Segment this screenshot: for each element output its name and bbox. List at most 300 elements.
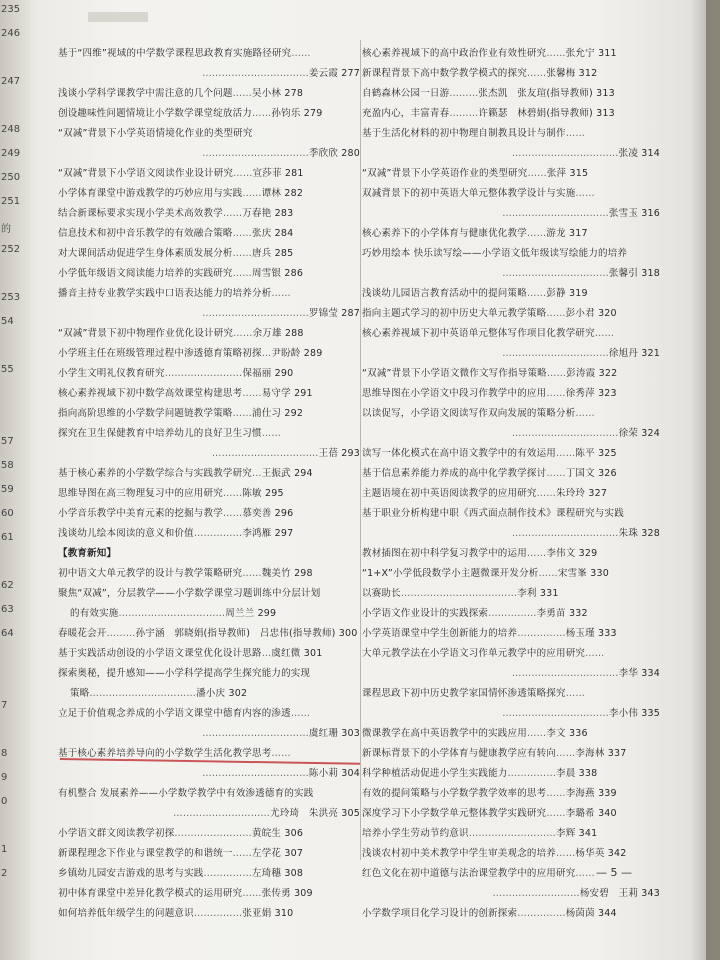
- entry-title: 巧妙用绘本 快乐读写绘——小学语文低年级读写绘能力的培养: [362, 248, 628, 259]
- entry-author: 张雪玉: [608, 208, 639, 219]
- entry-title: 小学语文群文阅读教学初探: [58, 828, 175, 839]
- entry-page: 323: [598, 388, 617, 399]
- entry-title: “1+X”小学低段数学小主题微课开发分析: [362, 568, 539, 579]
- section-heading: [58, 544, 360, 564]
- toc-entry: [362, 584, 660, 604]
- entry-title: 策略: [70, 688, 90, 699]
- entry-page: 314: [641, 148, 660, 159]
- toc-entry: [362, 664, 660, 684]
- dot-leader: ……………: [517, 908, 566, 919]
- entry-title: 基于核心素养培养导向的小学数学生活化教学思考: [58, 748, 272, 759]
- entry-author: 杨茵茵: [565, 908, 595, 919]
- dot-leader: ……………: [488, 608, 537, 619]
- dot-leader: ……: [222, 488, 243, 499]
- entry-author: 张允宁: [565, 48, 595, 59]
- entry-author: 张传勇: [261, 888, 291, 899]
- toc-entry: [362, 64, 660, 84]
- entry-title: 创设趣味性问题情境让小学数学课堂绽放活力: [58, 108, 253, 119]
- entry-page: 280: [341, 148, 360, 159]
- toc-entry: [58, 264, 360, 284]
- entry-title: 指向主题式学习的初中历史大单元教学策略: [362, 308, 547, 319]
- dot-leader: ……………………………: [511, 148, 619, 159]
- entry-title: “双减”背景下小学英语作业的类型研究: [362, 168, 528, 179]
- gutter-number: 61: [1, 532, 14, 543]
- entry-page: 301: [303, 648, 323, 659]
- entry-author: 孙宇涵 郭晓娟(指导教师) 吕忠伟(指导教师): [135, 628, 336, 639]
- gutter-number: 248: [1, 124, 21, 135]
- toc-entry: [58, 244, 360, 264]
- toc-entry: [362, 84, 660, 104]
- toc-entry: [362, 744, 660, 764]
- entry-author: 彭涛霞: [566, 368, 596, 379]
- entry-title: 对大课间活动促进学生身体素质发展分析: [58, 248, 233, 259]
- entry-title: 乡镇幼儿园安吉游戏的思考与实践: [58, 868, 204, 879]
- dot-leader: ……: [222, 508, 243, 519]
- entry-title: 小学音乐教学中美育元素的挖掘与教学: [58, 508, 223, 519]
- toc-entry: [362, 124, 660, 144]
- entry-page: 282: [284, 188, 304, 199]
- toc-entry: [362, 144, 660, 164]
- entry-title: 大单元教学法在小学语文习作单元教学中的应用研究: [362, 648, 586, 659]
- entry-page: 291: [294, 388, 313, 399]
- entry-page: 326: [598, 468, 617, 479]
- entry-title: 小学数学项目化学习设计的创新探索: [362, 908, 518, 919]
- dot-leader: ……: [526, 728, 547, 739]
- entry-title: 浅谈幼儿绘本阅读的意义和价值: [58, 528, 194, 539]
- gutter-number: 1: [1, 844, 8, 855]
- entry-author: 孙钧乐: [271, 108, 301, 119]
- toc-entry: [362, 444, 660, 464]
- entry-title: 培养小学生劳动节约意识: [362, 828, 469, 839]
- dot-leader: ………: [449, 108, 479, 119]
- entry-page: 279: [303, 108, 323, 119]
- dot-leader: ……: [538, 568, 558, 579]
- dot-leader: ……………………………: [202, 768, 309, 779]
- entry-author: 杨玉瑾: [565, 628, 595, 639]
- entry-author: 徐旭丹: [608, 348, 639, 359]
- entry-author: 徐荣: [618, 428, 639, 439]
- entry-author: 易守学: [261, 388, 291, 399]
- dot-leader: ……: [222, 208, 243, 219]
- entry-title: 小学语文作业设计的实践探索: [362, 608, 489, 619]
- dot-leader: ……: [271, 288, 291, 299]
- toc-entry: [362, 44, 660, 64]
- entry-author: 宋雪峯: [557, 568, 587, 579]
- entry-author: 吴小林: [252, 88, 282, 99]
- entry-author: 宣莎菲: [252, 168, 282, 179]
- toc-entry: [58, 324, 360, 344]
- toc-entry: [58, 864, 360, 884]
- entry-page: 299: [257, 608, 277, 619]
- dot-leader: ……: [526, 68, 547, 79]
- entry-title: 主题语境在初中英语阅读教学的应用研究: [362, 488, 537, 499]
- entry-page: 317: [568, 228, 588, 239]
- entry-page: 318: [641, 268, 660, 279]
- entry-page: 313: [596, 88, 615, 99]
- dot-leader: ……: [565, 128, 586, 139]
- toc-entry: [58, 384, 360, 404]
- toc-entry: [58, 444, 360, 464]
- toc-entry: [58, 344, 360, 364]
- dot-leader: ……: [242, 188, 262, 199]
- entry-page: 293: [341, 448, 360, 459]
- toc-entry: [58, 204, 360, 224]
- entry-author: 游龙: [546, 228, 566, 239]
- entry-author: 周兰兰: [225, 608, 255, 619]
- gutter-number: 235: [1, 4, 21, 15]
- entry-author: 周雪银: [252, 268, 282, 279]
- entry-page: 339: [598, 788, 617, 799]
- entry-title: “双减”背景下小学语文微作文写作指导策略: [362, 368, 547, 379]
- page-number: — 5 —: [596, 866, 632, 879]
- entry-author: 李华: [618, 668, 639, 679]
- dot-leader: ……: [565, 688, 586, 699]
- dot-leader: …………………………: [173, 808, 271, 819]
- entry-author: 慕奕善: [242, 508, 272, 519]
- entry-title: 的有效实施: [70, 608, 119, 619]
- toc-entry: [58, 364, 360, 384]
- entry-author: 李海燕: [565, 788, 595, 799]
- toc-entry: [362, 204, 660, 224]
- dot-leader: ………………………: [492, 888, 580, 899]
- toc-entry: [362, 524, 660, 544]
- toc-entry: [362, 884, 660, 904]
- entry-title: 【教育新知】: [58, 548, 117, 559]
- entry-title: 红色文化在初中道德与法治课堂教学中的应用研究: [362, 868, 576, 879]
- dot-leader: ……: [232, 228, 253, 239]
- entry-page: 344: [598, 908, 617, 919]
- entry-author: 唐兵: [252, 248, 272, 259]
- entry-author: 左学花: [252, 848, 282, 859]
- toc-entry: [362, 404, 660, 424]
- entry-title: 春暖花会开: [58, 628, 107, 639]
- toc-entry: [58, 564, 360, 584]
- entry-author: 陈小莉: [308, 768, 339, 779]
- toc-entry: [58, 304, 360, 324]
- dot-leader: ……: [536, 488, 557, 499]
- gutter-number: 249: [1, 148, 21, 159]
- toc-entry: [58, 484, 360, 504]
- dot-leader: ……: [242, 568, 262, 579]
- entry-page: 306: [284, 828, 304, 839]
- entry-author: 魏美竹: [261, 568, 291, 579]
- entry-title: 小学班主任在班级管理过程中渗透德育策略初探: [58, 348, 262, 359]
- entry-title: 基于核心素养的小学数学综合与实践教学研究: [58, 468, 253, 479]
- entry-page: 336: [568, 728, 588, 739]
- entry-author: 黄皖生: [252, 828, 282, 839]
- entry-author: 浦仕习: [252, 408, 282, 419]
- toc-entry: [362, 244, 660, 264]
- entry-title: 思维导图在小学语文中段习作教学中的应用: [362, 388, 547, 399]
- entry-title: 初中语文大单元教学的设计与教学策略研究: [58, 568, 243, 579]
- toc-right-column: [362, 44, 660, 924]
- entry-title: 如何培养低年级学生的问题意识: [58, 908, 194, 919]
- gutter-number: 2: [1, 868, 8, 879]
- toc-entry: [362, 164, 660, 184]
- entry-title: 结合新课标要求实现小学美术高效教学: [58, 208, 223, 219]
- entry-title: 浅谈小学科学课教学中需注意的几个问题: [58, 88, 233, 99]
- dot-leader: ……: [232, 408, 253, 419]
- gutter-number: 57: [1, 436, 14, 447]
- toc-entry: [362, 484, 660, 504]
- header-mark: [88, 12, 148, 22]
- entry-author: 尹盼龄: [271, 348, 301, 359]
- entry-author: 李鸿雁: [242, 528, 272, 539]
- entry-title: 新课程背景下高中数学教学模式的探究: [362, 68, 527, 79]
- toc-entry: [58, 824, 360, 844]
- dot-leader: …: [252, 468, 262, 479]
- gutter-number: 58: [1, 460, 14, 471]
- entry-title: 小学体育课堂中游戏教学的巧妙应用与实践: [58, 188, 243, 199]
- entry-page: 330: [590, 568, 609, 579]
- entry-page: 278: [284, 88, 304, 99]
- dot-leader: ……: [546, 788, 566, 799]
- toc-entry: [362, 364, 660, 384]
- entry-page: 320: [598, 308, 617, 319]
- dot-leader: ……: [242, 388, 262, 399]
- entry-author: 张杰凯 张友瑄(指导教师): [478, 88, 593, 99]
- dot-leader: ……………: [193, 908, 243, 919]
- page-edge-shadow: [690, 0, 706, 960]
- entry-title: “双减”背景下小学英语情境化作业的类型研究: [58, 128, 253, 139]
- gutter-number: 60: [1, 508, 14, 519]
- toc-entry: [362, 424, 660, 444]
- entry-page: 305: [341, 808, 360, 819]
- entry-title: 有机整合 发展素养——小学数学教学中有效渗透德育的实践: [58, 788, 314, 799]
- toc-entry: [58, 804, 360, 824]
- entry-title: 浅谈农村初中美术教学中学生审美观念的培养: [362, 848, 557, 859]
- toc-entry: [58, 584, 360, 604]
- entry-author: 杨安碧 王莉: [579, 888, 639, 899]
- entry-page: 342: [607, 848, 627, 859]
- entry-title: 核心素养下的小学体育与健康优化教学: [362, 228, 527, 239]
- entry-title: 微课教学在高中英语教学中的实践应用: [362, 728, 527, 739]
- entry-title: 自鹤森林公园一日游: [362, 88, 450, 99]
- dot-leader: ……: [527, 168, 547, 179]
- entry-page: 295: [264, 488, 284, 499]
- dot-leader: ………………………………: [400, 588, 518, 599]
- entry-author: 陈平: [575, 448, 595, 459]
- entry-title: 探究在卫生保健教育中培养幼儿的良好卫生习惯: [58, 428, 262, 439]
- gutter-number: 252: [1, 244, 21, 255]
- toc-entry: [58, 44, 360, 64]
- dot-leader: ……………: [517, 628, 566, 639]
- dot-leader: ………………………: [468, 828, 557, 839]
- dot-leader: ……………………………: [502, 348, 609, 359]
- toc-entry: [362, 724, 660, 744]
- toc-entry: [58, 64, 360, 84]
- toc-entry: [362, 184, 660, 204]
- dot-leader: ……: [575, 408, 595, 419]
- toc-entry: [362, 544, 660, 564]
- dot-leader: ………: [106, 628, 136, 639]
- toc-entry: [362, 264, 660, 284]
- toc-entry: [58, 104, 360, 124]
- toc-entry: [362, 224, 660, 244]
- entry-page: 304: [341, 768, 360, 779]
- entry-author: 李勇苗: [536, 608, 566, 619]
- entry-author: 李辉: [556, 828, 576, 839]
- toc-entry: [362, 684, 660, 704]
- entry-author: 虞红微: [271, 648, 301, 659]
- toc-entry: [58, 764, 360, 784]
- entry-author: 王振武: [261, 468, 291, 479]
- toc-entry: [58, 884, 360, 904]
- toc-entry: [362, 104, 660, 124]
- dot-leader: ……: [242, 888, 262, 899]
- dot-leader: ……………………………: [502, 208, 609, 219]
- entry-title: 聚焦“双减”，分层教学——小学数学课堂习题训练中分层计划: [58, 588, 321, 599]
- gutter-number: 0: [1, 796, 8, 807]
- dot-leader: ……………………………: [511, 528, 619, 539]
- toc-entry: [58, 624, 360, 644]
- toc-entry: [362, 784, 660, 804]
- dot-leader: ……: [232, 268, 253, 279]
- toc-entry: [58, 784, 360, 804]
- entry-title: 初中体育课堂中差异化教学模式的运用研究: [58, 888, 243, 899]
- entry-author: 彭静: [546, 288, 566, 299]
- entry-title: 核心素养视域下初中英语单元整体写作项目化教学研究: [362, 328, 595, 339]
- entry-page: 310: [274, 908, 294, 919]
- entry-page: 337: [607, 748, 627, 759]
- toc-entry: [362, 624, 660, 644]
- entry-page: 297: [274, 528, 294, 539]
- entry-title: 深度学习下小学数学单元整体教学实践研究: [362, 808, 547, 819]
- entry-page: 322: [598, 368, 618, 379]
- toc-entry: [362, 704, 660, 724]
- entry-title: 指向高阶思维的小学数学问题链教学策略: [58, 408, 233, 419]
- entry-author: 丁国文: [565, 468, 595, 479]
- gutter-number: 247: [1, 76, 21, 87]
- entry-author: 潘小庆: [196, 688, 226, 699]
- entry-page: 309: [294, 888, 313, 899]
- entry-author: 季欣欣: [308, 148, 339, 159]
- entry-title: 核心素养视域下的高中政治作业有效性研究: [362, 48, 547, 59]
- entry-author: 李伟文: [546, 548, 576, 559]
- gutter-number: 54: [1, 316, 14, 327]
- toc-entry: [58, 504, 360, 524]
- gutter-number: 55: [1, 364, 14, 375]
- entry-author: 尤玲琦 朱洪亮: [270, 808, 339, 819]
- toc-entry: [58, 424, 360, 444]
- dot-leader: ……………: [507, 768, 557, 779]
- dot-leader: ……: [290, 708, 311, 719]
- dot-leader: ……: [291, 48, 311, 59]
- entry-page: 281: [284, 168, 304, 179]
- entry-title: 播音主持专业教学实践中口语表达能力的培养分析: [58, 288, 272, 299]
- dot-leader: ……: [526, 228, 547, 239]
- entry-title: 读写一体化模式在高中语文教学中的有效运用: [362, 448, 557, 459]
- entry-author: 李利: [517, 588, 537, 599]
- entry-title: 以读促写，小学语文阅读写作双向发展的策略分析: [362, 408, 576, 419]
- dot-leader: ……: [546, 468, 566, 479]
- entry-author: 万春艳: [242, 208, 272, 219]
- entry-title: 探索奥秘，提升感知——小学科学提高学生探究能力的实现: [58, 668, 311, 679]
- dot-leader: …: [261, 348, 272, 359]
- dot-leader: ……: [546, 368, 567, 379]
- entry-page: 313: [596, 108, 615, 119]
- gutter-number: 64: [1, 628, 14, 639]
- entry-title: 小学英语课堂中学生创新能力的培养: [362, 628, 518, 639]
- entry-author: 陈敏: [242, 488, 262, 499]
- entry-page: 302: [228, 688, 248, 699]
- toc-entry: [58, 604, 360, 624]
- dot-leader: ……: [271, 748, 291, 759]
- entry-page: 316: [641, 208, 660, 219]
- entry-author: 李小伟: [608, 708, 639, 719]
- entry-author: 朱玲玲: [556, 488, 586, 499]
- entry-page: 315: [569, 168, 589, 179]
- dot-leader: ……: [232, 848, 253, 859]
- entry-page: 333: [598, 628, 617, 639]
- dot-leader: ……………………………: [511, 668, 619, 679]
- entry-page: 319: [568, 288, 588, 299]
- dot-leader: ……………………………: [211, 448, 319, 459]
- entry-author: 张亚娟: [242, 908, 272, 919]
- toc-entry: [362, 284, 660, 304]
- gutter-number: 246: [1, 28, 21, 39]
- toc-entry: [58, 644, 360, 664]
- dot-leader: ……: [575, 868, 595, 879]
- toc-entry: [58, 464, 360, 484]
- entry-page: 340: [598, 808, 617, 819]
- dot-leader: ……: [546, 808, 566, 819]
- entry-page: 294: [294, 468, 313, 479]
- entry-title: “双减”背景下初中物理作业优化设计研究: [58, 328, 234, 339]
- dot-leader: ……: [546, 388, 566, 399]
- dot-leader: ……: [232, 88, 253, 99]
- entry-author: 朱珠: [618, 528, 639, 539]
- entry-page: 331: [539, 588, 559, 599]
- entry-author: 余万雄: [252, 328, 282, 339]
- entry-page: 285: [274, 248, 294, 259]
- toc-entry: [58, 404, 360, 424]
- entry-page: 300: [338, 628, 358, 639]
- entry-page: 286: [284, 268, 304, 279]
- dot-leader: ……: [546, 308, 566, 319]
- toc-entry: [362, 824, 660, 844]
- gutter-number: 9: [1, 772, 8, 783]
- dot-leader: ……: [526, 548, 547, 559]
- entry-author: 李璐希: [565, 808, 595, 819]
- toc-entry: [58, 84, 360, 104]
- entry-title: 双减背景下的初中英语大单元整体教学设计与实施: [362, 188, 576, 199]
- dot-leader: ……………………………: [202, 148, 309, 159]
- dot-leader: ……………………………: [202, 68, 309, 79]
- entry-page: 312: [578, 68, 598, 79]
- entry-title: 充盈内心，丰富青春: [362, 108, 450, 119]
- entry-title: 小学生文明礼仪教育研究: [58, 368, 165, 379]
- entry-title: 课程思政下初中历史教学家国情怀渗透策略探究: [362, 688, 566, 699]
- dot-leader: ……………………: [164, 368, 243, 379]
- dot-leader: ……: [556, 748, 576, 759]
- toc-entry: [362, 304, 660, 324]
- entry-author: 李海林: [575, 748, 605, 759]
- gutter-number: 63: [1, 604, 14, 615]
- gutter-number: 7: [1, 700, 8, 711]
- entry-title: 基于职业分析构建中职《西式面点制作技术》课程研究与实践: [362, 508, 624, 519]
- entry-page: 283: [274, 208, 294, 219]
- toc-entry: [362, 804, 660, 824]
- entry-title: 以赛助长: [362, 588, 401, 599]
- toc-entry: [362, 644, 660, 664]
- toc-entry: [362, 764, 660, 784]
- toc-entry: [58, 164, 360, 184]
- gutter-number: 的: [1, 224, 11, 235]
- entry-page: 303: [341, 728, 360, 739]
- gutter-number: 59: [1, 484, 14, 495]
- toc-entry: [362, 324, 660, 344]
